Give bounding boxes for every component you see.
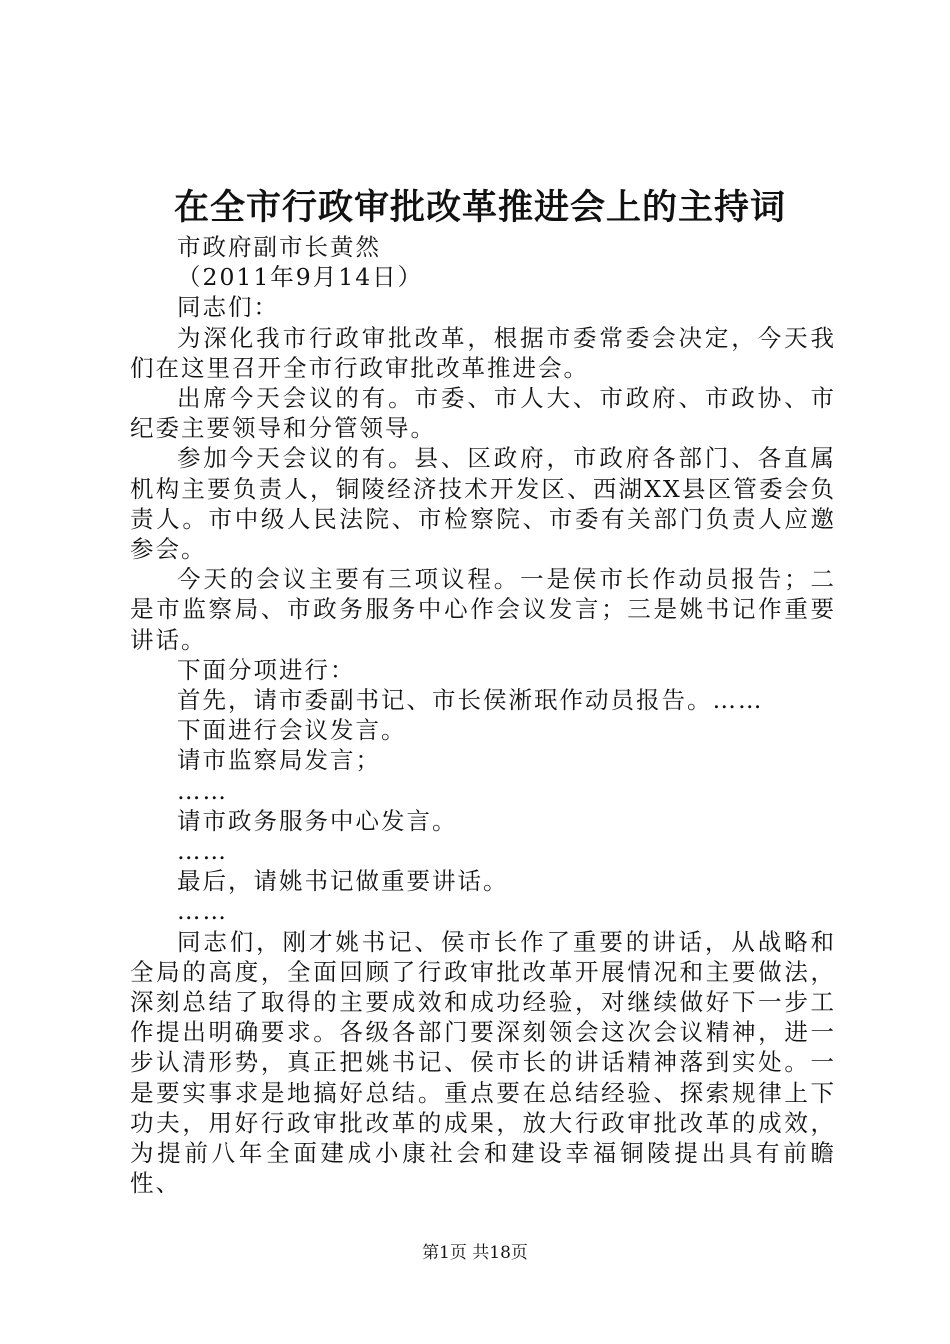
ellipsis-line: ……: [177, 897, 228, 926]
date-line: （2011年9月14日）: [177, 263, 424, 292]
salutation: 同志们：: [177, 293, 279, 322]
paragraph: 请市监察局发言；: [177, 746, 381, 775]
paragraph: 出席今天会议的有。市委、市人大、市政府、市政协、市纪委主要领导和分管领导。: [130, 384, 836, 443]
speaker-line: 市政府副市长黄然: [177, 233, 381, 261]
paragraph: 参加今天会议的有。县、区政府，市政府各部门、各直属机构主要负责人，铜陵经济技术开发区、西湖XX县区管委会负责人。市中级人民法院、市检察院、市委有关部门负责人应邀参会。: [130, 444, 836, 564]
document-title: 在全市行政审批改革推进会上的主持词: [173, 187, 786, 228]
paragraph: 为深化我市行政审批改革，根据市委常委会决定，今天我们在这里召开全市行政审批改革推进会。: [130, 323, 836, 382]
paragraph: 同志们，刚才姚书记、侯市长作了重要的讲话，从战略和全局的高度，全面回顾了行政审批改革开展情况和主要做法，深刻总结了取得的主要成效和成功经验，对继续做好下一步工作提出明确要求。各级各部门要深刻领会这次会议精神，进一步认清形势，真正把姚书记、侯市长的讲话精神落到实处。一是要实事求是地搞好总结。重点要在总结经验、探索规律上下功夫，用好行政审批改革的成果，放大行政审批改革的成效，为提前八年全面建成小康社会和建设幸福铜陵提出具有前瞻性、: [130, 927, 836, 1198]
ellipsis-line: ……: [177, 837, 228, 866]
document-body: [130, 232, 836, 1199]
paragraph: 下面分项进行：: [177, 655, 356, 684]
paragraph: 今天的会议主要有三项议程。一是侯市长作动员报告；二是市监察局、市政务服务中心作会议发言；三是姚书记作重要讲话。: [130, 565, 836, 654]
paragraph: 最后，请姚书记做重要讲话。: [177, 867, 509, 896]
page-number-footer: 第1页 共18页: [422, 1243, 528, 1263]
paragraph: 下面进行会议发言。: [177, 716, 407, 745]
paragraph: 请市政务服务中心发言。: [177, 806, 458, 835]
ellipsis-line: ……: [177, 776, 228, 805]
paragraph: 首先，请市委副书记、市长侯淅珉作动员报告。……: [177, 686, 764, 715]
